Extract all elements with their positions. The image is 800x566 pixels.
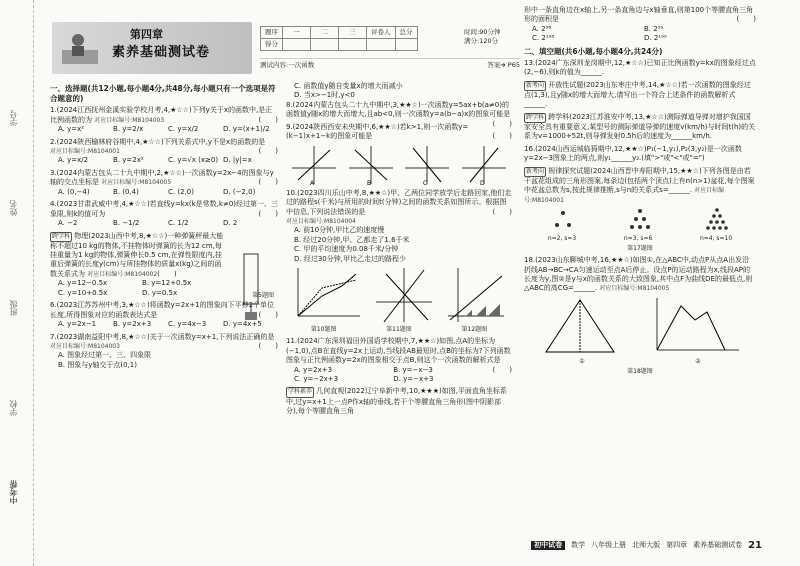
option-b[interactable]: B. 图象与y轴交于点(0,1) <box>58 360 137 369</box>
question-15[interactable] <box>524 113 756 142</box>
question-16[interactable]: 16.(2024山西运城临猗期中,12,★★☆)P₁(−1,y₁),P₂(3,y₂)是一次函数y=2x−3图象上的两点,则y₁______y₂.(填">"或"<"或"=") <box>524 144 742 163</box>
option-b[interactable]: B. y=2x+3 <box>113 320 152 329</box>
graph-option-a[interactable] <box>290 144 338 186</box>
option-d[interactable]: D. y=−x+3 <box>393 374 434 383</box>
literacy-tag: 学科素养 <box>286 387 314 397</box>
option-a[interactable]: A. y=2x+3 <box>294 365 333 374</box>
option-a[interactable]: A. −2 <box>58 219 78 228</box>
test-scope-text: 测试内容:一次函数 <box>260 61 315 69</box>
q18-figures <box>524 296 756 356</box>
question-text: 18.(2023山东聊城中考,16,★★☆)如图①,在△ABC中,动点P从点A出发沿折线AB→BC→CA匀速运动至点A后停止。设点P的运动路程为x,线段AP的长度为y,图②是y与x的函数关系的大致图象,其中点F为曲线DE的最低点,则△ABC的高CG=______. <box>524 256 753 293</box>
option-a[interactable]: A. 2⁹⁸ <box>532 24 552 33</box>
function-graph-figure <box>651 296 741 356</box>
score-header-cell: 题序 <box>261 27 283 39</box>
footer-subject: 数学 <box>571 540 586 549</box>
option-d[interactable]: D. y=0.5x <box>142 288 178 297</box>
question-text: 4.(2023甘肃武威中考,4,★☆☆)若直线y=kx(k是常数,k≠0)经过第一、三象限,则k的值可为 <box>50 200 279 218</box>
graph-option-c[interactable] <box>403 144 451 186</box>
option-d[interactable]: D. 经过30分钟,甲比乙走过的路程少 <box>294 254 406 263</box>
option-c[interactable]: C. y=10+0.5x <box>58 288 108 297</box>
score-header-cell: 一 <box>283 27 311 39</box>
question-13[interactable]: 13.(2024广东深圳龙岗期中,12,★☆☆)已知正比例函数y=kx的图象经过点(2,−6),则k的值为______. <box>524 58 756 77</box>
page-number: 21 <box>748 539 762 551</box>
option-c[interactable]: C. 2¹⁹⁸ <box>532 34 555 43</box>
chapter-banner <box>52 22 252 74</box>
new-direction-tag: 新考向 <box>524 167 546 177</box>
question-text: 2.(2024陕西榆林府谷期中,4,★☆☆)下列关系式中,y不是x的函数的是 <box>50 137 266 146</box>
column-3 <box>524 6 756 379</box>
question-7: 7.(2023湖南益阳中考,8,★☆☆)关于一次函数y=x+1,下列说法正确的是 对应目标编号:M8104003 ( ) A. 图象经过第一、三、四象限 B. 图象与y轴交于点(0,1) <box>50 332 278 369</box>
interdisciplinary-tag: 跨学科 <box>50 232 72 242</box>
question-17[interactable] <box>524 167 756 254</box>
option-a[interactable]: A. y=2x−1 <box>58 320 97 329</box>
binding-stamp: 中考帮 <box>9 480 18 504</box>
question-10: 10.(2023四川乐山中考,8,★★☆)甲、乙两位同学放学后走路回家,他们走过的路程s(千米)与所用的时间t(分钟)之间的函数关系如图所示。根据图中信息,下列说法错误的是 ( ) 对应目标编号:M8104004 A. 前10分钟,甲比乙的速度慢 B. 经过20分钟,甲、乙都走了1.6千米 C. 甲的平均速度为0.08千米/分钟 D. 经过30分钟,甲比乙走过的路程少 第10题图 第11题图 第12题图 <box>286 188 512 334</box>
option-a[interactable]: A. (0,−4) <box>58 187 90 196</box>
pattern-label: n=2, s=3 <box>547 234 577 242</box>
question-12 <box>286 387 512 416</box>
score-cell[interactable] <box>339 39 367 51</box>
question-text: 3.(2024内蒙古包头二十九中期中,2,★☆☆)一次函数y=2x−4的图象与y轴的交点坐标是 <box>50 168 274 187</box>
flower-pattern-figure <box>524 207 756 233</box>
option-label: C <box>423 179 428 186</box>
figure-label: ② <box>695 357 701 365</box>
option-b[interactable]: B. y=−x−3 <box>393 365 433 374</box>
option-c[interactable]: C. 1/2 <box>168 219 189 228</box>
question-9: 9.(2024陕西西安未央期中,6,★★☆)若k>1,则一次函数y=(k−1)x+1−k的图象可能是 ( ) A B C D <box>286 122 512 186</box>
time-info <box>464 28 516 46</box>
question-text: 11.(2024广东深圳福田外国语学校期中,7,★★☆)如图,点A的坐标为(−1,0),点B在直线y=2x上运动,当线段AB最短时,点B的坐标为?下列函数图象与正比例函数y=2x的图象相交于点B,则这个一次函数的解析式是 <box>286 337 511 365</box>
question-18[interactable] <box>524 256 756 376</box>
binding-label-class: 班级 <box>9 300 18 316</box>
paper-title: 素养基础测试卷 <box>112 45 211 60</box>
option-d[interactable]: D. y=4x+5 <box>223 320 262 329</box>
new-direction-tag: 新考向 <box>524 81 546 91</box>
option-a[interactable]: A. y=12−0.5x <box>58 279 108 288</box>
q10-q12-figures <box>286 266 512 324</box>
option-a[interactable]: A. y=x/2 <box>58 156 89 165</box>
answer-page-ref: 答案➔ P65 <box>487 61 520 69</box>
chapter-title: 第四章 <box>130 28 163 41</box>
test-scope <box>260 58 520 70</box>
option-a[interactable]: A. 图象经过第一、三、四象限 <box>58 351 152 360</box>
question-3: 3.(2024内蒙古包头二十九中期中,2,★☆☆)一次函数y=2x−4的图象与y轴的交点坐标是 对应目标编号:M8104005 ( ) A. (0,−4) B. (0,4) C. (2,0) D. (−2,0) <box>50 168 278 196</box>
footer-edition: 北师大版 <box>632 540 661 549</box>
question-text: 7.(2023湖南益阳中考,8,★☆☆)关于一次函数y=x+1,下列说法正确的是 <box>50 332 275 341</box>
score-cell[interactable] <box>311 39 339 51</box>
full-score: 满分:120分 <box>464 36 499 45</box>
option-d[interactable]: D. 2¹⁹⁹ <box>644 34 667 43</box>
figure-label: ① <box>579 357 585 365</box>
question-text: 形中一条直角边在x轴上,另一条直角边与x轴垂直,则第100个等腰直角三角形的面积是 <box>524 6 754 24</box>
question-text: 跨学科(2023江苏淮安中考,13,★☆☆)测际弹道导弹对增护我国国家安全具有重要意义,某型号的测际弹道导弹的速度v(km/h)与时间t(h)的关系为v=1000+52t,则导弹发射0.5h后的速度为______km/h. <box>524 112 756 141</box>
graph-option-d[interactable] <box>460 144 508 186</box>
binding-label-school: 学校 <box>9 400 18 416</box>
question-text: 开放性试题(2023山东枣庄中考,14,★☆☆)若一次函数的图象经过点(1,3),且y随x的增大而增大,请写出一个符合上述条件的函数解析式______. <box>524 80 751 109</box>
figure-caption: 第17题图 <box>627 245 653 253</box>
target-code: 对应目标编号:M8104004 <box>286 217 356 225</box>
question-text: 6.(2023江苏苏州中考,3,★☆☆)将函数y=2x+1的图象向下平移2个单位长度,所得图象对应的函数表达式是 <box>50 301 275 319</box>
option-b[interactable]: B. y=12+0.5x <box>142 279 192 288</box>
figure-caption: 第5题图 <box>252 292 274 300</box>
option-b[interactable]: B. 2⁹⁹ <box>644 24 664 33</box>
binding-label-student-id: 学号 <box>9 110 18 126</box>
target-code: 对应目标编号:M8104003 <box>50 342 120 350</box>
figure-caption: 第18题图 <box>627 368 653 375</box>
score-table <box>260 26 418 51</box>
option-c[interactable]: C. y=x/2 <box>168 125 199 134</box>
option-c[interactable]: C. y=√x (x≥0) <box>168 156 219 165</box>
target-code: 对应目标编号:M8104003 <box>94 116 165 124</box>
question-5: 跨学科 物理(2023山西中考,8,★☆☆)一种弹簧秤最大能称不超过10 kg的物体,不挂物体时弹簧的长为12 cm,每挂重量为1 kg的物体,弹簧伸长0.5 cm,在弹性限度内,挂重后弹簧的长度y(cm)与所挂物体的质量x(kg)之间的函数关系式为 对应目标编号:M8104002( ) A. y=12−0.5x B. y=12+0.5x C. y=10+0.5x D. y=0.5x 第5题图 <box>50 232 278 299</box>
pattern-n2 <box>543 207 583 233</box>
distance-time-graph <box>292 266 362 324</box>
option-d[interactable]: D. y=(x+1)/2 <box>223 125 270 134</box>
option-d[interactable]: D. 2 <box>223 219 238 228</box>
section-title-fill: 二、填空题(共6小题,每小题4分,共24分) <box>524 46 663 56</box>
question-text: 1.(2024江西抚州金溪实验学校月考,4,★☆☆)下列y关于x的函数中,是正比例函数的为 <box>50 106 273 124</box>
option-label: A <box>310 179 315 186</box>
option-b[interactable]: B. −1/2 <box>113 219 140 228</box>
spring-scale-figure <box>230 252 272 322</box>
triangle-abc-figure <box>540 296 620 356</box>
question-1: 1.(2024江西抚州金溪实验学校月考,4,★☆☆)下列y关于x的函数中,是正比例函数的为 对应目标编号:M8104003 ( ) A. y=x² B. y=2/x C. y=x/2 D. y=(x+1)/2 <box>50 106 278 134</box>
student-illustration-icon <box>58 28 102 68</box>
triangles-graph <box>446 266 506 324</box>
option-d[interactable]: D. (−2,0) <box>223 187 256 196</box>
question-6: 6.(2023江苏苏州中考,3,★☆☆)将函数y=2x+1的图象向下平移2个单位长度,所得图象对应的函数表达式是 ( ) A. y=2x−1 B. y=2x+3 C. y=4x−3 D. y=4x+5 <box>50 301 278 329</box>
figure-caption: 第12题图 <box>461 326 488 334</box>
option-c[interactable]: C. (2,0) <box>168 187 194 196</box>
score-header-cell: 二 <box>311 27 339 39</box>
score-cell[interactable] <box>395 39 417 51</box>
brand-logo: 初中试卷 <box>531 541 565 550</box>
question-2: 2.(2024陕西榆林府谷期中,4,★☆☆)下列关系式中,y不是x的函数的是 ( ) 对应目标编号:M8104001 A. y=x/2 B. y=2x² C. y=√x (x≥0) D. |y|=x <box>50 137 278 165</box>
time-limit: 时间:90分钟 <box>464 28 501 36</box>
option-a[interactable]: A. y=x² <box>58 125 85 134</box>
target-code: 对应目标编号:M8104001 <box>50 148 120 155</box>
footer-grade: 八年级上册 <box>591 540 627 549</box>
line-intersection-graph <box>374 266 434 324</box>
option-b[interactable]: B. (0,4) <box>113 187 139 196</box>
question-11: 11.(2024广东深圳福田外国语学校期中,7,★★☆)如图,点A的坐标为(−1,0),点B在直线y=2x上运动,当线段AB最短时,点B的坐标为?下列函数图象与正比例函数y=2x的图象相交于点B,则这个一次函数的解析式是 ( ) A. y=2x+3 B. y=−x−3 C. y=−2x+3 D. y=−x+3 <box>286 337 512 383</box>
section-title-choice: 一、选择题(共12小题,每小题4分,共48分,每小题只有一个选项是符合题意的) <box>50 84 276 104</box>
option-b[interactable]: B. y=2/x <box>113 125 144 134</box>
question-4: 4.(2023甘肃武威中考,4,★☆☆)若直线y=kx(k是常数,k≠0)经过第一、三象限,则k的值可为 ( ) A. −2 B. −1/2 C. 1/2 D. 2 <box>50 200 279 228</box>
question-8: 8.(2024内蒙古包头二十九中期中,3,★★☆)一次函数y=5ax+b(a≠0)的函数值y随x的增大而增大,且ab<0,则一次函数y=a(b−a)x的图象可能是 ( ) <box>286 100 512 128</box>
question-text: 9.(2024陕西西安未央期中,6,★★☆)若k>1,则一次函数y=(k−1)x+1−k的图象可能是 <box>286 122 469 141</box>
pattern-n4 <box>697 207 737 233</box>
question-text: 规律探究试题(2024山西晋中寿阳期中,15,★★☆)下列各图是由若干盆花组成的三角形图案,每条边(包括两个顶点)上有n(n>1)盆花,每个图案中花盆总数为s,按此规律推断,s与n的关系式s=______. <box>524 166 755 195</box>
option-b[interactable]: B. 经过20分钟,甲、乙都走了1.6千米 <box>294 235 410 244</box>
target-code: 对应目标编号:M8104005 <box>599 285 670 293</box>
score-row-label: 得分 <box>261 39 283 51</box>
option-c[interactable]: C. 函数值y随自变量x的增大而减小 <box>294 82 403 90</box>
target-code: 对应目标编号:M8104005 <box>101 179 172 187</box>
option-b[interactable]: B. y=2x² <box>113 156 144 165</box>
option-a[interactable]: A. 前10分钟,甲比乙的速度慢 <box>294 226 385 235</box>
score-header-cell: 评卷人 <box>367 27 396 39</box>
score-header-cell: 三 <box>339 27 367 39</box>
option-label: D <box>479 179 485 186</box>
score-header-cell: 总分 <box>395 27 417 39</box>
question-text: 几何直观(2022辽宁阜新中考,10,★★★)如图,平面直角坐标系中,过y=x+1上一点P作x轴的垂线,若干个等腰直角三角形(图中阴影部分),每个等腰直角三角 <box>286 387 507 415</box>
pattern-label: n=4, s=10 <box>699 234 733 242</box>
question-text: 物理(2023山西中考,8,★☆☆)一种弹簧秤最大能称不超过10 kg的物体,不挂物体时弹簧的长为12 cm,每挂重量为1 kg的物体,弹簧伸长0.5 cm,在弹性限度内,挂重后弹簧的长度y(cm)与所挂物体的质量x(kg)之间的函数关系式为 <box>50 231 224 278</box>
interdisciplinary-tag: 跨学科 <box>524 113 546 123</box>
target-code: 对应目标编号:M8104001 <box>524 187 725 204</box>
page-footer <box>531 539 762 553</box>
question-12-continued: 形中一条直角边在x轴上,另一条直角边与x轴垂直,则第100个等腰直角三角形的面积是 ( ) A. 2⁹⁸ B. 2⁹⁹ C. 2¹⁹⁸ D. 2¹⁹⁹ <box>524 6 756 43</box>
footer-title: 素养基础测试卷 <box>693 540 743 549</box>
score-cell[interactable] <box>367 39 396 51</box>
footer-chapter: 第四章 <box>666 540 688 549</box>
figure-caption: 第10题图 <box>310 326 337 334</box>
question-text: 8.(2024内蒙古包头二十九中期中,3,★★☆)一次函数y=5ax+b(a≠0)的函数值y随x的增大而增大,且ab<0,则一次函数y=a(b−a)x的图象可能是 <box>286 100 511 119</box>
target-code: 对应目标编号:M8104002 <box>87 270 158 278</box>
column-1 <box>50 84 278 373</box>
column-2 <box>286 82 512 419</box>
option-label: B <box>366 179 371 186</box>
option-c[interactable]: C. 甲的平均速度为0.08千米/分钟 <box>294 245 399 254</box>
q9-graph-options <box>286 144 512 186</box>
binding-strip <box>0 0 34 566</box>
option-d[interactable]: D. 当x>−1时,y<0 <box>294 91 355 100</box>
pattern-n3 <box>620 207 660 233</box>
question-text: 10.(2023四川乐山中考,8,★★☆)甲、乙两位同学放学后走路回家,他们走过的路程s(千米)与所用的时间t(分钟)之间的函数关系如图所示。根据图中信息,下列说法错误的是 <box>286 188 512 216</box>
score-cell[interactable] <box>283 39 311 51</box>
figure-caption: 第11题图 <box>386 326 412 334</box>
pattern-label: n=3, s=6 <box>623 234 653 242</box>
question-14[interactable] <box>524 81 756 110</box>
binding-label-name: 姓名 <box>9 200 18 216</box>
option-c[interactable]: C. y=−2x+3 <box>294 374 339 383</box>
option-c[interactable]: C. y=4x−3 <box>168 320 207 329</box>
graph-option-b[interactable] <box>347 144 395 186</box>
paper-header <box>52 22 520 80</box>
option-d[interactable]: D. |y|=x <box>223 156 252 165</box>
